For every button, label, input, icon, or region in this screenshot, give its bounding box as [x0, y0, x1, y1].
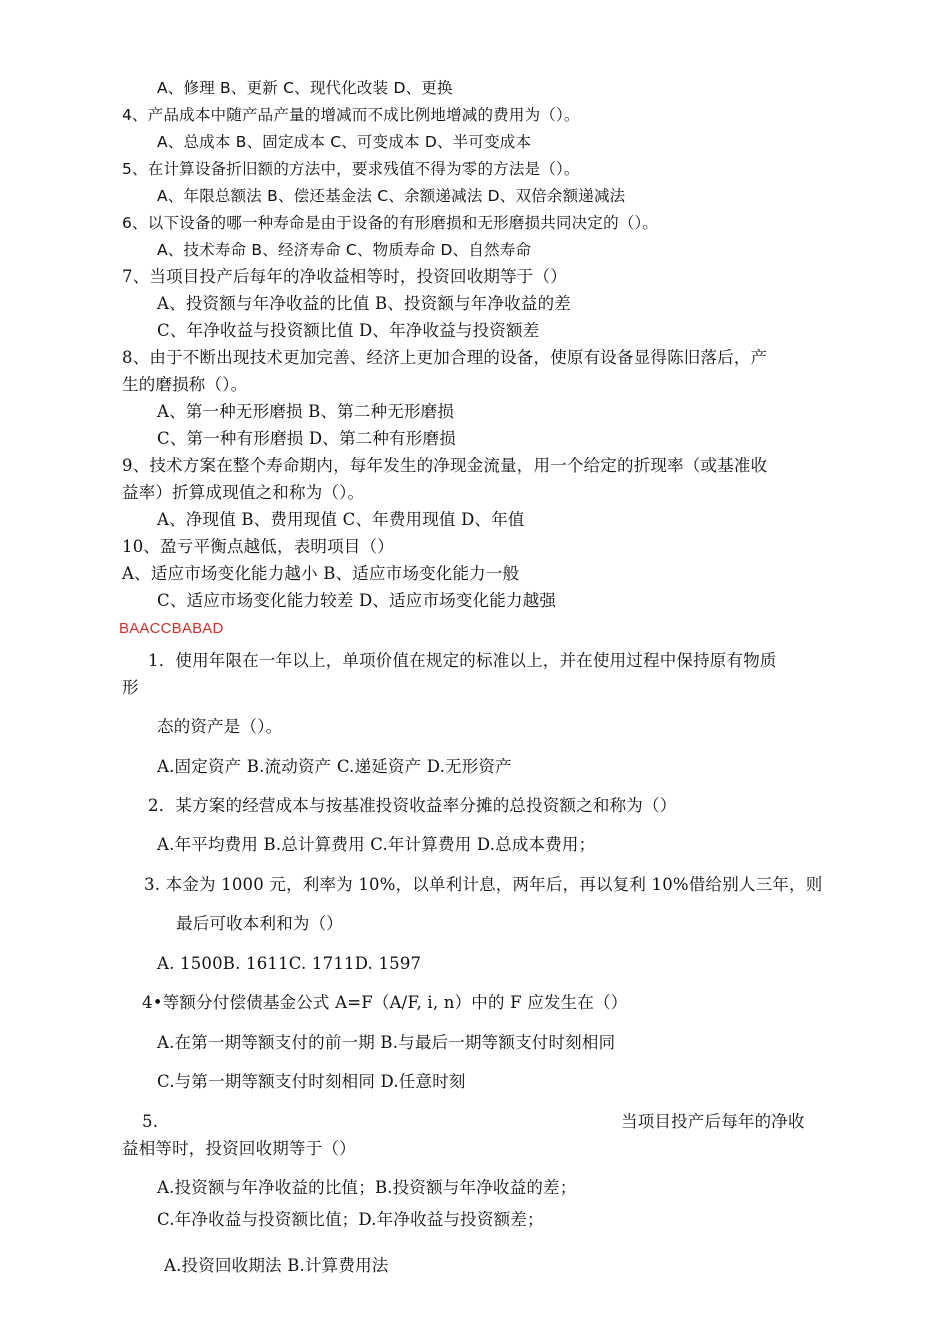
q3-options: A、修理 B、更新 C、现代化改装 D、更换 — [157, 79, 453, 97]
question-9-line-2: 益率）折算成现值之和称为（）。 — [122, 483, 365, 502]
s2-q1-options: A.固定资产 B.流动资产 C.递延资产 D.无形资产 — [157, 757, 512, 776]
s2-question-4: 4•等额分付偿债基金公式 A=F（A/F, i, n）中的 F 应发生在（） — [142, 993, 628, 1012]
s2-q5-options-2: C.年净收益与投资额比值；D.年净收益与投资额差； — [157, 1210, 544, 1229]
answer-key: BAACCBABAD — [119, 620, 224, 637]
q7-options-1: A、投资额与年净收益的比值 B、投资额与年净收益的差 — [157, 294, 571, 313]
q10-options-1: A、适应市场变化能力越小 B、适应市场变化能力一般 — [122, 564, 520, 583]
s2-question-1-line-2: 形 — [122, 678, 139, 697]
q8-options-2: C、第一种有形磨损 D、第二种有形磨损 — [157, 429, 456, 448]
q5-options: A、年限总额法 B、偿还基金法 C、余额递减法 D、双倍余额递减法 — [157, 187, 626, 205]
s2-q2-options: A.年平均费用 B.总计算费用 C.年计算费用 D.总成本费用； — [157, 835, 596, 854]
question-6: 6、以下设备的哪一种寿命是由于设备的有形磨损和无形磨损共同决定的（）。 — [122, 214, 659, 232]
s2-q6-options: A.投资回收期法 B.计算费用法 — [164, 1256, 389, 1275]
s2-q4-options-1: A.在第一期等额支付的前一期 B.与最后一期等额支付时刻相同 — [157, 1033, 616, 1052]
s2-question-5-number: 5. — [142, 1112, 159, 1131]
s2-question-5-line-2: 益相等时，投资回收期等于（） — [122, 1139, 356, 1158]
s2-question-1-line-1: 1．使用年限在一年以上，单项价值在规定的标准以上，并在使用过程中保持原有物质 — [148, 651, 777, 670]
question-4: 4、产品成本中随产品产量的增减而不成比例地增减的费用为（）。 — [122, 106, 580, 124]
question-8-line-1: 8、由于不断出现技术更加完善、经济上更加合理的设备，使原有设备显得陈旧落后，产 — [122, 348, 768, 367]
q8-options-1: A、第一种无形磨损 B、第二种无形磨损 — [157, 402, 455, 421]
s2-q5-options-1: A.投资额与年净收益的比值；B.投资额与年净收益的差； — [157, 1178, 577, 1197]
question-8-line-2: 生的磨损称（）。 — [122, 375, 248, 394]
q4-options: A、总成本 B、固定成本 C、可变成本 D、半可变成本 — [157, 133, 532, 151]
s2-question-1-line-3: 态的资产是（）。 — [157, 717, 283, 736]
s2-question-2: 2．某方案的经营成本与按基准投资收益率分摊的总投资额之和称为（） — [148, 796, 677, 815]
s2-q3-options: A. 1500B. 1611C. 1711D. 1597 — [157, 954, 422, 973]
q9-options: A、净现值 B、费用现值 C、年费用现值 D、年值 — [157, 510, 525, 529]
question-7: 7、当项目投产后每年的净收益相等时，投资回收期等于（） — [122, 267, 567, 286]
question-5: 5、在计算设备折旧额的方法中，要求残值不得为零的方法是（）。 — [122, 160, 580, 178]
s2-q4-options-2: C.与第一期等额支付时刻相同 D.任意时刻 — [157, 1072, 466, 1091]
q6-options: A、技术寿命 B、经济寿命 C、物质寿命 D、自然寿命 — [157, 241, 532, 259]
s2-question-3-line-1: 3. 本金为 1000 元，利率为 10%，以单利计息，两年后，再以复利 10%借给别人三年，则 — [144, 875, 823, 894]
s2-question-5-text: 当项目投产后每年的净收 — [621, 1112, 805, 1131]
q7-options-2: C、年净收益与投资额比值 D、年净收益与投资额差 — [157, 321, 540, 340]
q10-options-2: C、适应市场变化能力较差 D、适应市场变化能力越强 — [157, 591, 557, 610]
s2-question-3-line-2: 最后可收本利和为（） — [176, 914, 343, 933]
question-10: 10、盈亏平衡点越低，表明项目（） — [122, 537, 394, 556]
question-9-line-1: 9、技术方案在整个寿命期内，每年发生的净现金流量，用一个给定的折现率（或基准收 — [122, 456, 768, 475]
